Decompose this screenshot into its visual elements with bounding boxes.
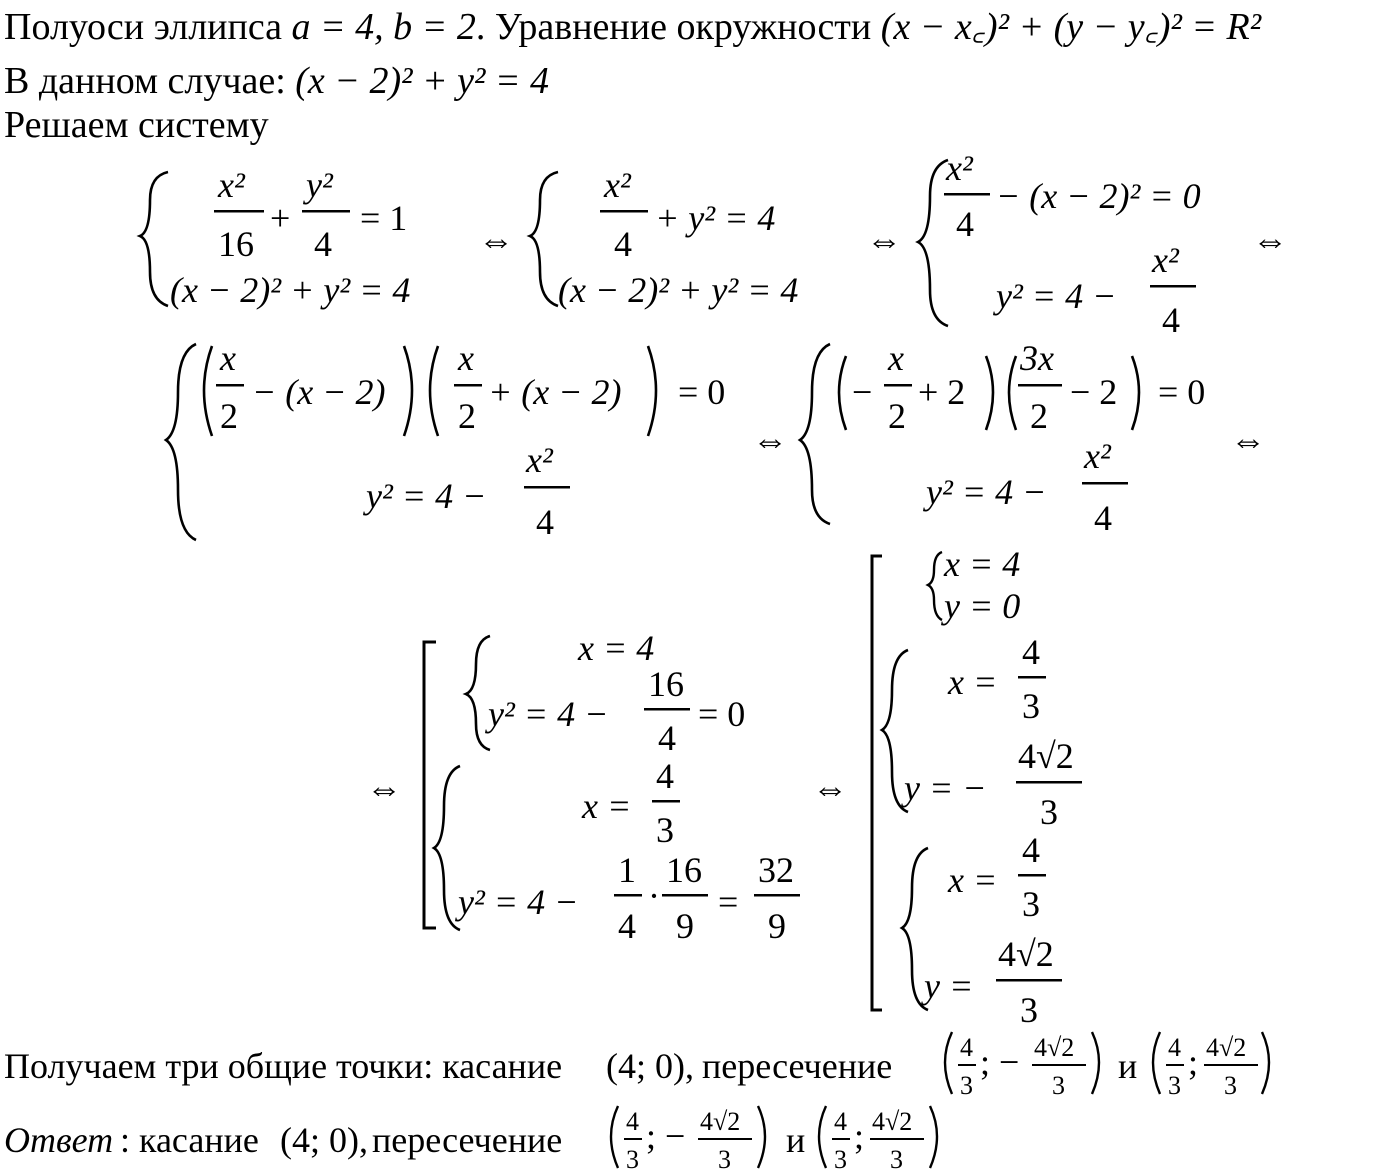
concl-p3-den1: 3: [1168, 1071, 1181, 1100]
s7b-y-lhs: y = −: [904, 768, 987, 808]
equiv-3: ⇔: [1252, 220, 1288, 260]
answer-and: и: [786, 1120, 806, 1160]
s6b-y-num2: 16: [666, 850, 702, 890]
brace-step-3: [918, 160, 948, 326]
s2-eq1-rest: + y² = 4: [655, 198, 776, 238]
s6b-y-dot: ·: [648, 876, 660, 916]
answer-after-label: : касание: [120, 1120, 259, 1160]
bracket-step-6: [424, 642, 436, 928]
s7a-y: y = 0: [944, 586, 1021, 626]
s3-eq2-num: x²: [1152, 240, 1179, 280]
s7c-y-num: 4√2: [998, 934, 1054, 974]
concl-p3-close: [1262, 1032, 1269, 1094]
s5-eq2-lhs: y² = 4 −: [926, 472, 1047, 512]
s5-paren-close-1: [986, 356, 993, 430]
s6b-y-lhs: y² = 4 −: [458, 882, 579, 922]
s5-mid2: − 2: [1070, 372, 1118, 412]
s7b-x-bar: [1018, 676, 1046, 679]
concl-p3-sep: ;: [1188, 1042, 1199, 1082]
s5-eq2-den: 4: [1094, 498, 1112, 538]
s4-paren-close-1: [404, 346, 412, 436]
s6b-x-num: 4: [656, 756, 674, 796]
s4-paren-open-2: [430, 346, 438, 436]
s5-paren-open-1: [839, 356, 846, 430]
s6b-y-num3: 32: [758, 850, 794, 890]
circle-equation-specific: (x − 2)² + y² = 4: [295, 60, 550, 102]
s4-den1: 2: [220, 396, 238, 436]
s6b-y-bar2: [662, 894, 708, 897]
s5-bar1: [884, 384, 912, 387]
s6b-y-num1: 1: [618, 850, 636, 890]
s5-paren-close-2: [1132, 356, 1139, 430]
s6b-y-bar1: [614, 894, 642, 897]
s4-num1: x: [220, 338, 236, 378]
s5-num1: x: [888, 338, 904, 378]
s6a-y-lhs: y² = 4 −: [488, 694, 609, 734]
s5-den2: 2: [1030, 396, 1048, 436]
concl-p2-open: [945, 1032, 952, 1094]
answer-label: Ответ: [4, 1120, 114, 1160]
s2-eq1-bar: [600, 210, 648, 213]
concl-p2-bar2: [1032, 1064, 1086, 1066]
s4-eq2-lhs: y² = 4 −: [366, 476, 487, 516]
s5-eq2-bar: [1082, 482, 1128, 485]
equiv-5: ⇔: [1230, 420, 1266, 460]
answer-p3-num2: 4√2: [872, 1107, 913, 1136]
answer-p3-bar2: [870, 1138, 924, 1140]
concl-p3-bar1: [1166, 1064, 1184, 1066]
s4-num2: x: [458, 338, 474, 378]
concl-prefix: Получаем три общие точки: касание: [4, 1046, 563, 1086]
s1-eq1-plus: +: [270, 198, 291, 238]
concl-pt1: (4; 0),: [606, 1046, 694, 1086]
equiv-6: ⇔: [366, 768, 402, 808]
intro-line-3: Решаем систему: [4, 104, 269, 146]
s1-eq1-num1: x²: [218, 165, 245, 205]
s7c-x-num: 4: [1022, 830, 1040, 870]
answer-p2-close: [758, 1106, 765, 1168]
s6b-y-den1: 4: [618, 906, 636, 946]
s7b-x-den: 3: [1022, 686, 1040, 726]
answer-p3-num1: 4: [834, 1107, 847, 1136]
equiv-4: ⇔: [752, 420, 788, 460]
answer-p3-den2: 3: [890, 1145, 903, 1173]
s1-eq2: (x − 2)² + y² = 4: [170, 270, 411, 310]
s2-eq1-num: x²: [604, 165, 631, 205]
intro-line-2-prefix: В данном случае:: [4, 60, 296, 102]
s7c-x-den: 3: [1022, 884, 1040, 924]
s5-mid1: + 2: [918, 372, 966, 412]
s4-paren-open-1: [204, 346, 212, 436]
answer-pt1: (4; 0),: [280, 1120, 368, 1160]
concl-p3-open: [1153, 1032, 1160, 1094]
concl-p2-sep: ; −: [980, 1042, 1020, 1082]
s4-paren-close-2: [648, 346, 656, 436]
s2-eq1-den: 4: [614, 224, 632, 264]
s6a-x: x = 4: [578, 628, 655, 668]
answer-p3-den1: 3: [834, 1145, 847, 1173]
s7b-x-num: 4: [1022, 632, 1040, 672]
answer-p2-bar1: [624, 1138, 642, 1140]
concl-p3-bar2: [1204, 1064, 1258, 1066]
answer-p2-num2: 4√2: [700, 1107, 741, 1136]
brace-step-6a: [466, 636, 490, 750]
s6a-y-num: 16: [648, 664, 684, 704]
semi-axes-math: a = 4, b = 2: [291, 6, 476, 48]
s6b-y-eq: =: [718, 882, 739, 922]
s1-eq1-bar1: [214, 210, 264, 213]
s5-bar2: [1018, 384, 1062, 387]
equiv-7: ⇔: [812, 768, 848, 808]
equiv-1: ⇔: [478, 220, 514, 260]
s3-eq1-bar: [944, 193, 990, 196]
concl-p2-close: [1092, 1032, 1099, 1094]
s7c-y-bar: [996, 979, 1062, 982]
concl-and: и: [1118, 1046, 1138, 1086]
s7b-x-lhs: x =: [948, 662, 998, 702]
answer-p2-den1: 3: [626, 1145, 639, 1173]
s5-num2: 3x: [1020, 338, 1054, 378]
brace-step-6b: [434, 766, 460, 930]
s1-eq1-num2: y²: [306, 165, 333, 205]
s1-eq1-den2: 4: [314, 224, 332, 264]
s4-mid2: + (x − 2): [488, 372, 622, 412]
s6b-y-den2: 9: [676, 906, 694, 946]
s5-pre: −: [852, 372, 873, 412]
s3-eq2-lhs: y² = 4 −: [996, 276, 1117, 316]
brace-step-5: [800, 344, 830, 524]
brace-step-2: [530, 172, 558, 306]
concl-mid: пересечение: [702, 1046, 893, 1086]
s4-eq2-bar: [524, 486, 570, 489]
s7a-x: x = 4: [944, 544, 1021, 584]
s7c-x-bar: [1018, 874, 1046, 877]
s4-bar2: [454, 384, 482, 387]
s7b-y-bar: [1016, 781, 1082, 784]
concl-p3-num1: 4: [1168, 1033, 1181, 1062]
s4-eq2-den: 4: [536, 502, 554, 542]
intro-line-1-middle: . Уравнение окружности: [475, 6, 881, 48]
brace-step-7a: [928, 552, 942, 620]
brace-step-1: [140, 172, 168, 306]
s1-eq1-den1: 16: [218, 224, 254, 264]
s5-paren-open-2: [1009, 356, 1016, 430]
answer-p2-num1: 4: [626, 1107, 639, 1136]
concl-p3-num2: 4√2: [1206, 1033, 1247, 1062]
s7b-y-den: 3: [1040, 792, 1058, 832]
answer-p3-open: [819, 1106, 826, 1168]
s6b-y-den3: 9: [768, 906, 786, 946]
s7c-y-lhs: y =: [924, 966, 974, 1006]
s6b-y-bar3: [754, 894, 800, 897]
concl-p2-num2: 4√2: [1034, 1033, 1075, 1062]
s4-bar1: [216, 384, 244, 387]
concl-p2-den1: 3: [960, 1071, 973, 1100]
concl-p3-den2: 3: [1224, 1071, 1237, 1100]
s3-eq2-den: 4: [1162, 300, 1180, 340]
equiv-2: ⇔: [866, 220, 902, 260]
s4-mid1: − (x − 2): [252, 372, 386, 412]
s7b-y-num: 4√2: [1018, 736, 1074, 776]
answer-p2-den2: 3: [718, 1145, 731, 1173]
s6b-x-lhs: x =: [582, 786, 632, 826]
s2-eq2: (x − 2)² + y² = 4: [558, 270, 799, 310]
answer-p2-bar2: [698, 1138, 752, 1140]
answer-p2-sep: ; −: [646, 1116, 686, 1156]
s1-eq1-rhs: = 1: [360, 198, 408, 238]
bracket-step-7: [872, 556, 882, 1010]
s6b-x-den: 3: [656, 810, 674, 850]
s7c-x-lhs: x =: [948, 860, 998, 900]
s3-eq1-den: 4: [956, 204, 974, 244]
answer-p3-bar1: [832, 1138, 850, 1140]
concl-p2-den2: 3: [1052, 1071, 1065, 1100]
answer-mid: пересечение: [372, 1120, 563, 1160]
s6a-y-bar: [644, 708, 690, 711]
circle-equation-general: (x − x꜀)² + (y − y꜀)² = R²: [880, 6, 1262, 48]
concl-p2-num1: 4: [960, 1033, 973, 1062]
answer-p3-sep: ;: [854, 1116, 865, 1156]
s4-eq2-num: x²: [526, 440, 553, 480]
s3-eq1-rest: − (x − 2)² = 0: [996, 176, 1201, 216]
s5-eq2-num: x²: [1084, 436, 1111, 476]
s5-rhs: = 0: [1158, 372, 1206, 412]
answer-p2-open: [611, 1106, 618, 1168]
s7c-y-den: 3: [1020, 990, 1038, 1030]
s6a-y-den: 4: [658, 718, 676, 758]
s1-eq1-bar2: [302, 210, 350, 213]
s3-eq1-num: x²: [946, 148, 973, 188]
s4-den2: 2: [458, 396, 476, 436]
concl-p2-bar1: [958, 1064, 976, 1066]
s4-rhs: = 0: [678, 372, 726, 412]
intro-line-1-prefix: Полуоси эллипса: [4, 6, 292, 48]
s5-den1: 2: [888, 396, 906, 436]
s3-eq2-bar: [1150, 285, 1196, 288]
s6a-y-rhs: = 0: [698, 694, 746, 734]
answer-p3-close: [930, 1106, 937, 1168]
s6b-x-bar: [652, 800, 680, 803]
brace-step-4: [166, 344, 196, 540]
